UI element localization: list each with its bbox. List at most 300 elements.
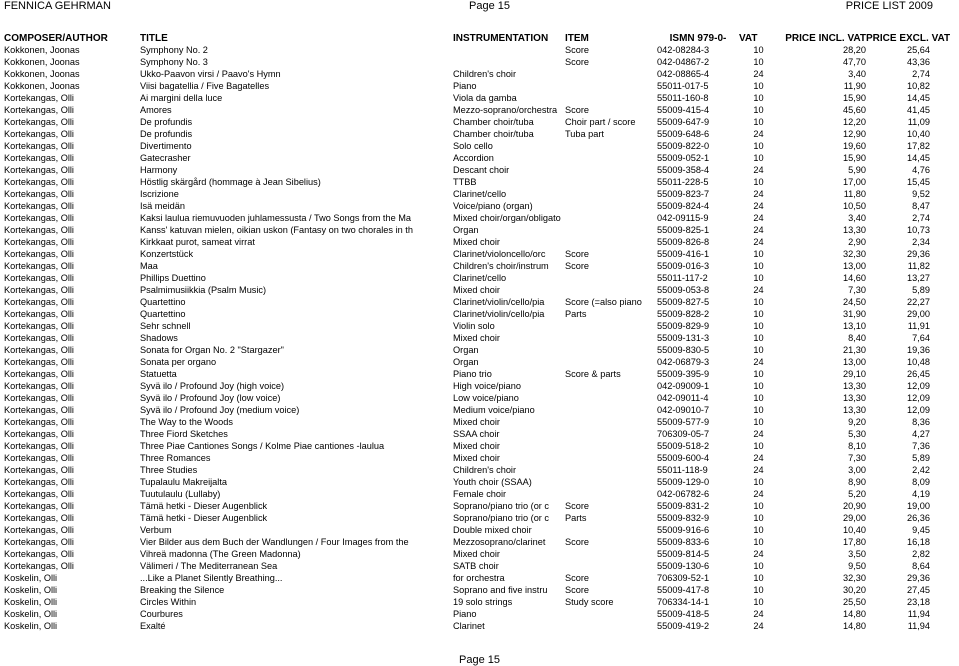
cell-ismn: 55011-118-9 — [657, 465, 708, 475]
cell-title: Tupalaulu Makreijalta — [140, 477, 227, 487]
cell-price-excl: 11,94 — [907, 609, 930, 619]
cell-title: Sonata per organo — [140, 357, 217, 367]
cell-instrumentation: Clarinet/violoncello/orc — [453, 249, 546, 259]
column-header-row — [4, 34, 930, 44]
cell-vat: 10 — [753, 333, 764, 343]
price-list-table — [4, 33, 951, 632]
cell-ismn: 042-06879-3 — [657, 357, 710, 367]
cell-item: Score — [565, 249, 590, 259]
cell-composer: Kortekangas, Olli — [4, 393, 74, 403]
cell-composer: Kortekangas, Olli — [4, 561, 74, 571]
table-row — [4, 176, 930, 188]
table-row — [4, 308, 930, 320]
cell-instrumentation: Mixed choir — [453, 441, 500, 451]
cell-instrumentation: Violin solo — [453, 321, 495, 331]
cell-vat: 24 — [753, 69, 764, 79]
cell-title: Sonata for Organ No. 2 "Stargazer" — [140, 345, 284, 355]
cell-instrumentation — [453, 56, 565, 68]
cell-title: Maa — [140, 261, 158, 271]
cell-instrumentation: Piano — [453, 609, 477, 619]
cell-item — [565, 164, 657, 176]
table-row — [4, 140, 930, 152]
cell-composer: Kortekangas, Olli — [4, 357, 74, 367]
cell-price-excl: 23,18 — [907, 597, 930, 607]
document-title: PRICE LIST 2009 — [845, 0, 933, 12]
cell-price-excl: 22,27 — [907, 297, 930, 307]
cell-title: Breaking the Silence — [140, 585, 225, 595]
cell-item — [565, 320, 657, 332]
cell-vat: 10 — [753, 297, 764, 307]
cell-vat: 10 — [753, 405, 764, 415]
cell-price-incl: 3,50 — [848, 549, 866, 559]
cell-price-excl: 7,36 — [912, 441, 930, 451]
cell-composer: Kortekangas, Olli — [4, 465, 74, 475]
cell-price-incl: 2,90 — [848, 237, 866, 247]
cell-ismn: 55009-131-3 — [657, 333, 710, 343]
table-row — [4, 248, 930, 260]
cell-price-excl: 11,09 — [907, 117, 930, 127]
cell-vat: 24 — [753, 189, 764, 199]
page-footer: Page 15 — [459, 654, 500, 666]
table-row — [4, 452, 930, 464]
table-row — [4, 572, 930, 584]
cell-composer: Koskelin, Olli — [4, 585, 58, 595]
cell-price-incl: 17,80 — [843, 537, 866, 547]
cell-ismn: 55009-016-3 — [657, 261, 710, 271]
cell-vat: 24 — [753, 429, 764, 439]
cell-instrumentation: Organ — [453, 357, 479, 367]
cell-price-incl: 11,90 — [843, 81, 866, 91]
cell-price-incl: 12,90 — [843, 129, 866, 139]
cell-item — [565, 224, 657, 236]
cell-instrumentation: Chamber choir/tuba — [453, 129, 534, 139]
cell-price-incl: 15,90 — [843, 153, 866, 163]
cell-title: Iscrizione — [140, 189, 179, 199]
table-row — [4, 344, 930, 356]
cell-ismn: 55009-832-9 — [657, 513, 710, 523]
cell-ismn: 706309-52-1 — [657, 573, 710, 583]
cell-instrumentation: Viola da gamba — [453, 93, 517, 103]
cell-item — [565, 332, 657, 344]
cell-ismn: 55009-418-5 — [657, 609, 710, 619]
cell-vat: 10 — [753, 45, 764, 55]
cell-composer: Kokkonen, Joonas — [4, 81, 80, 91]
cell-composer: Kortekangas, Olli — [4, 201, 74, 211]
cell-vat: 10 — [753, 381, 764, 391]
cell-title: Three Piae Cantiones Songs / Kolme Piae cantiones -laulua — [140, 441, 385, 451]
cell-item: Score — [565, 501, 590, 511]
cell-vat: 24 — [753, 621, 764, 631]
cell-vat: 10 — [753, 261, 764, 271]
cell-price-excl: 10,73 — [907, 225, 930, 235]
cell-item — [565, 440, 657, 452]
cell-price-incl: 31,90 — [843, 309, 866, 319]
cell-instrumentation: Organ — [453, 345, 479, 355]
cell-price-incl: 5,30 — [848, 429, 866, 439]
table-row — [4, 476, 930, 488]
cell-item — [565, 356, 657, 368]
cell-price-excl: 5,89 — [912, 453, 930, 463]
cell-composer: Kortekangas, Olli — [4, 153, 74, 163]
cell-ismn: 55009-829-9 — [657, 321, 710, 331]
cell-price-excl: 12,09 — [907, 381, 930, 391]
cell-price-incl: 5,20 — [848, 489, 866, 499]
cell-ismn: 55009-416-1 — [657, 249, 710, 259]
cell-composer: Koskelin, Olli — [4, 609, 58, 619]
table-row — [4, 404, 930, 416]
cell-price-excl: 25,64 — [907, 45, 930, 55]
cell-price-excl: 29,36 — [907, 249, 930, 259]
column-header-vat: VAT — [739, 33, 758, 44]
cell-ismn: 042-09009-1 — [657, 381, 710, 391]
cell-title: Statuetta — [140, 369, 177, 379]
cell-ismn: 55009-358-4 — [657, 165, 710, 175]
cell-item — [565, 152, 657, 164]
table-row — [4, 356, 930, 368]
cell-composer: Koskelin, Olli — [4, 573, 58, 583]
cell-instrumentation: Accordion — [453, 153, 494, 163]
cell-ismn: 55009-518-2 — [657, 441, 710, 451]
cell-item — [565, 284, 657, 296]
cell-composer: Kortekangas, Olli — [4, 345, 74, 355]
cell-ismn: 042-09115-9 — [657, 213, 709, 223]
cell-vat: 24 — [753, 549, 764, 559]
cell-vat: 10 — [753, 141, 764, 151]
cell-price-incl: 3,00 — [848, 465, 866, 475]
cell-vat: 10 — [753, 309, 764, 319]
cell-vat: 10 — [753, 561, 764, 571]
cell-price-incl: 24,50 — [843, 297, 866, 307]
cell-vat: 24 — [753, 165, 764, 175]
cell-composer: Kortekangas, Olli — [4, 309, 74, 319]
cell-title: Konzertstück — [140, 249, 194, 259]
cell-composer: Kortekangas, Olli — [4, 141, 74, 151]
cell-ismn: 706309-05-7 — [657, 429, 710, 439]
cell-vat: 10 — [753, 501, 764, 511]
cell-price-incl: 45,60 — [843, 105, 866, 115]
cell-price-excl: 26,36 — [907, 513, 930, 523]
cell-instrumentation: Soprano/piano trio (or c — [453, 513, 550, 523]
cell-price-incl: 13,30 — [843, 393, 866, 403]
cell-ismn: 042-09011-4 — [657, 393, 709, 403]
cell-item — [565, 92, 657, 104]
table-row — [4, 536, 930, 548]
cell-title: Phillips Duettino — [140, 273, 206, 283]
cell-price-excl: 2,34 — [912, 237, 930, 247]
cell-price-incl: 10,40 — [843, 525, 866, 535]
cell-price-excl: 2,74 — [912, 213, 930, 223]
cell-ismn: 042-06782-6 — [657, 489, 710, 499]
table-row — [4, 620, 930, 632]
cell-instrumentation: Mixed choir/organ/obligato — [453, 213, 561, 223]
cell-ismn: 55011-160-8 — [657, 93, 709, 103]
cell-ismn: 55009-831-2 — [657, 501, 710, 511]
cell-price-incl: 14,80 — [843, 609, 866, 619]
cell-item — [565, 176, 657, 188]
cell-instrumentation: Female choir — [453, 489, 507, 499]
cell-price-excl: 2,42 — [912, 465, 930, 475]
cell-item — [565, 380, 657, 392]
table-row — [4, 392, 930, 404]
table-row — [4, 512, 930, 524]
table-row — [4, 260, 930, 272]
cell-ismn: 55009-129-0 — [657, 477, 710, 487]
cell-ismn: 55009-814-5 — [657, 549, 710, 559]
cell-item — [565, 212, 657, 224]
table-row — [4, 584, 930, 596]
page-number: Page 15 — [469, 0, 510, 12]
cell-instrumentation: Medium voice/piano — [453, 405, 535, 415]
cell-price-excl: 10,40 — [907, 129, 930, 139]
cell-composer: Kokkonen, Joonas — [4, 69, 80, 79]
cell-price-incl: 21,30 — [843, 345, 866, 355]
table-row — [4, 152, 930, 164]
column-header-item: ITEM — [565, 33, 589, 44]
cell-instrumentation: Descant choir — [453, 165, 510, 175]
cell-vat: 24 — [753, 465, 764, 475]
cell-instrumentation: Children's choir/instrum — [453, 261, 549, 271]
table-row — [4, 236, 930, 248]
cell-ismn: 706334-14-1 — [657, 597, 710, 607]
cell-title: Kanss' katuvan mielen, oikian uskon (Fantasy on two chorales in th — [140, 225, 413, 235]
table-row — [4, 608, 930, 620]
table-row — [4, 488, 930, 500]
cell-price-incl: 15,90 — [843, 93, 866, 103]
cell-instrumentation: Clarinet/violin/cello/pia — [453, 297, 545, 307]
cell-price-incl: 25,50 — [843, 597, 866, 607]
cell-ismn: 55009-648-6 — [657, 129, 710, 139]
cell-instrumentation: Clarinet/cello — [453, 273, 507, 283]
cell-vat: 10 — [753, 81, 764, 91]
cell-title: Tämä hetki - Dieser Augenblick — [140, 501, 268, 511]
cell-composer: Koskelin, Olli — [4, 621, 58, 631]
cell-instrumentation: TTBB — [453, 177, 477, 187]
cell-composer: Kortekangas, Olli — [4, 501, 74, 511]
cell-price-incl: 29,10 — [843, 369, 866, 379]
cell-instrumentation: Piano — [453, 81, 477, 91]
cell-instrumentation: Voice/piano (organ) — [453, 201, 533, 211]
cell-price-incl: 10,50 — [843, 201, 866, 211]
table-row — [4, 464, 930, 476]
cell-price-excl: 8,09 — [912, 477, 930, 487]
cell-vat: 10 — [753, 417, 764, 427]
cell-item: Score (=also piano — [565, 297, 642, 307]
cell-item — [565, 404, 657, 416]
cell-title: Tuutulaulu (Lullaby) — [140, 489, 221, 499]
cell-ismn: 55011-117-2 — [657, 273, 708, 283]
cell-instrumentation: Low voice/piano — [453, 393, 519, 403]
cell-title: Gatecrasher — [140, 153, 191, 163]
cell-ismn: 55009-647-9 — [657, 117, 710, 127]
cell-price-incl: 14,60 — [843, 273, 866, 283]
cell-price-excl: 4,27 — [912, 429, 930, 439]
cell-ismn: 55009-826-8 — [657, 237, 710, 247]
table-row — [4, 428, 930, 440]
cell-price-incl: 13,30 — [843, 405, 866, 415]
cell-instrumentation: Mixed choir — [453, 417, 500, 427]
cell-instrumentation: Mixed choir — [453, 549, 500, 559]
cell-price-incl: 13,10 — [843, 321, 866, 331]
cell-vat: 10 — [753, 177, 764, 187]
cell-title: Divertimento — [140, 141, 192, 151]
cell-vat: 10 — [753, 117, 764, 127]
cell-composer: Kortekangas, Olli — [4, 321, 74, 331]
cell-price-excl: 9,52 — [912, 189, 930, 199]
cell-title: Amores — [140, 105, 172, 115]
cell-title: Ukko-Paavon virsi / Paavo's Hymn — [140, 69, 281, 79]
cell-price-excl: 19,36 — [907, 345, 930, 355]
cell-composer: Kortekangas, Olli — [4, 273, 74, 283]
cell-vat: 10 — [753, 345, 764, 355]
cell-price-incl: 8,90 — [848, 477, 866, 487]
cell-instrumentation: Soprano/piano trio (or c — [453, 501, 550, 511]
cell-instrumentation: Mixed choir — [453, 453, 500, 463]
table-row — [4, 116, 930, 128]
table-row — [4, 272, 930, 284]
cell-vat: 24 — [753, 609, 764, 619]
cell-title: Circles Within — [140, 597, 197, 607]
cell-vat: 10 — [753, 537, 764, 547]
cell-price-excl: 8,36 — [912, 417, 930, 427]
cell-title: Syvä ilo / Profound Joy (high voice) — [140, 381, 285, 391]
cell-title: Quartettino — [140, 309, 186, 319]
cell-instrumentation: Soprano and five instru — [453, 585, 548, 595]
cell-price-incl: 30,20 — [843, 585, 866, 595]
table-row — [4, 56, 930, 68]
table-row — [4, 368, 930, 380]
cell-item: Parts — [565, 513, 587, 523]
cell-title: Vier Bilder aus dem Buch der Wandlungen / Four Images from the — [140, 537, 409, 547]
table-row — [4, 212, 930, 224]
cell-item — [565, 344, 657, 356]
cell-price-excl: 15,45 — [907, 177, 930, 187]
cell-item — [565, 428, 657, 440]
cell-composer: Kortekangas, Olli — [4, 129, 74, 139]
cell-vat: 24 — [753, 201, 764, 211]
cell-ismn: 55009-830-5 — [657, 345, 710, 355]
cell-price-incl: 8,10 — [848, 441, 866, 451]
cell-instrumentation: SATB choir — [453, 561, 499, 571]
cell-item — [565, 80, 657, 92]
cell-vat: 24 — [753, 237, 764, 247]
cell-vat: 10 — [753, 585, 764, 595]
cell-price-excl: 41,45 — [907, 105, 930, 115]
cell-title: De profundis — [140, 129, 193, 139]
cell-vat: 10 — [753, 369, 764, 379]
cell-title: Three Studies — [140, 465, 198, 475]
cell-vat: 10 — [753, 441, 764, 451]
cell-instrumentation: Mixed choir — [453, 285, 500, 295]
cell-composer: Kortekangas, Olli — [4, 117, 74, 127]
cell-ismn: 55009-828-2 — [657, 309, 710, 319]
cell-ismn: 042-04867-2 — [657, 57, 710, 67]
cell-composer: Kortekangas, Olli — [4, 213, 74, 223]
cell-composer: Kortekangas, Olli — [4, 297, 74, 307]
table-row — [4, 104, 930, 116]
table-row — [4, 128, 930, 140]
cell-composer: Kortekangas, Olli — [4, 429, 74, 439]
cell-ismn: 55009-053-8 — [657, 285, 710, 295]
cell-item — [565, 608, 657, 620]
cell-price-incl: 7,30 — [848, 453, 866, 463]
cell-instrumentation: Mixed choir — [453, 237, 500, 247]
cell-title: Vihreä madonna (The Green Madonna) — [140, 549, 301, 559]
cell-price-excl: 2,82 — [912, 549, 930, 559]
cell-composer: Kortekangas, Olli — [4, 249, 74, 259]
cell-price-excl: 10,48 — [907, 357, 930, 367]
cell-instrumentation: Mezzo-soprano/orchestra — [453, 105, 558, 115]
table-row — [4, 224, 930, 236]
cell-composer: Kokkonen, Joonas — [4, 57, 80, 67]
cell-item — [565, 488, 657, 500]
cell-composer: Kortekangas, Olli — [4, 417, 74, 427]
cell-price-incl: 13,00 — [843, 261, 866, 271]
cell-instrumentation: Clarinet/cello — [453, 189, 507, 199]
cell-item — [565, 68, 657, 80]
cell-ismn: 55009-130-6 — [657, 561, 710, 571]
cell-price-excl: 12,09 — [907, 393, 930, 403]
cell-composer: Kortekangas, Olli — [4, 165, 74, 175]
cell-vat: 24 — [753, 213, 764, 223]
cell-price-excl: 29,36 — [907, 573, 930, 583]
cell-price-excl: 8,47 — [912, 201, 930, 211]
cell-item — [565, 188, 657, 200]
cell-instrumentation: Piano trio — [453, 369, 492, 379]
cell-ismn: 55009-395-9 — [657, 369, 710, 379]
cell-item: Score — [565, 57, 590, 67]
cell-title: Välimeri / The Mediterranean Sea — [140, 561, 278, 571]
cell-composer: Kortekangas, Olli — [4, 405, 74, 415]
cell-vat: 10 — [753, 477, 764, 487]
cell-price-excl: 29,00 — [907, 309, 930, 319]
cell-ismn: 042-08284-3 — [657, 45, 710, 55]
cell-title: Kirkkaat purot, sameat virrat — [140, 237, 255, 247]
cell-price-excl: 11,82 — [907, 261, 930, 271]
cell-ismn: 55009-825-1 — [657, 225, 710, 235]
cell-composer: Kortekangas, Olli — [4, 477, 74, 487]
cell-instrumentation: Children's choir — [453, 69, 517, 79]
table-row — [4, 320, 930, 332]
cell-title: Harmony — [140, 165, 178, 175]
cell-composer: Kortekangas, Olli — [4, 513, 74, 523]
page-header — [0, 0, 959, 14]
cell-vat: 24 — [753, 357, 764, 367]
cell-price-excl: 13,27 — [907, 273, 930, 283]
cell-price-excl: 43,36 — [907, 57, 930, 67]
cell-vat: 10 — [753, 321, 764, 331]
cell-item: Study score — [565, 597, 614, 607]
cell-vat: 24 — [753, 489, 764, 499]
cell-item — [565, 620, 657, 632]
cell-price-incl: 11,80 — [843, 189, 866, 199]
table-row — [4, 560, 930, 572]
cell-composer: Kortekangas, Olli — [4, 333, 74, 343]
cell-title: Symphony No. 2 — [140, 45, 208, 55]
cell-ismn: 042-09010-7 — [657, 405, 710, 415]
cell-instrumentation: for orchestra — [453, 573, 505, 583]
cell-price-incl: 13,30 — [843, 381, 866, 391]
cell-composer: Kortekangas, Olli — [4, 525, 74, 535]
cell-item — [565, 392, 657, 404]
cell-item: Score — [565, 261, 590, 271]
table-row — [4, 68, 930, 80]
cell-instrumentation: Clarinet — [453, 621, 485, 631]
table-row — [4, 596, 930, 608]
cell-price-incl: 9,20 — [848, 417, 866, 427]
cell-title: Shadows — [140, 333, 178, 343]
column-header-ismn: ISMN 979-0- — [669, 33, 727, 44]
table-row — [4, 416, 930, 428]
